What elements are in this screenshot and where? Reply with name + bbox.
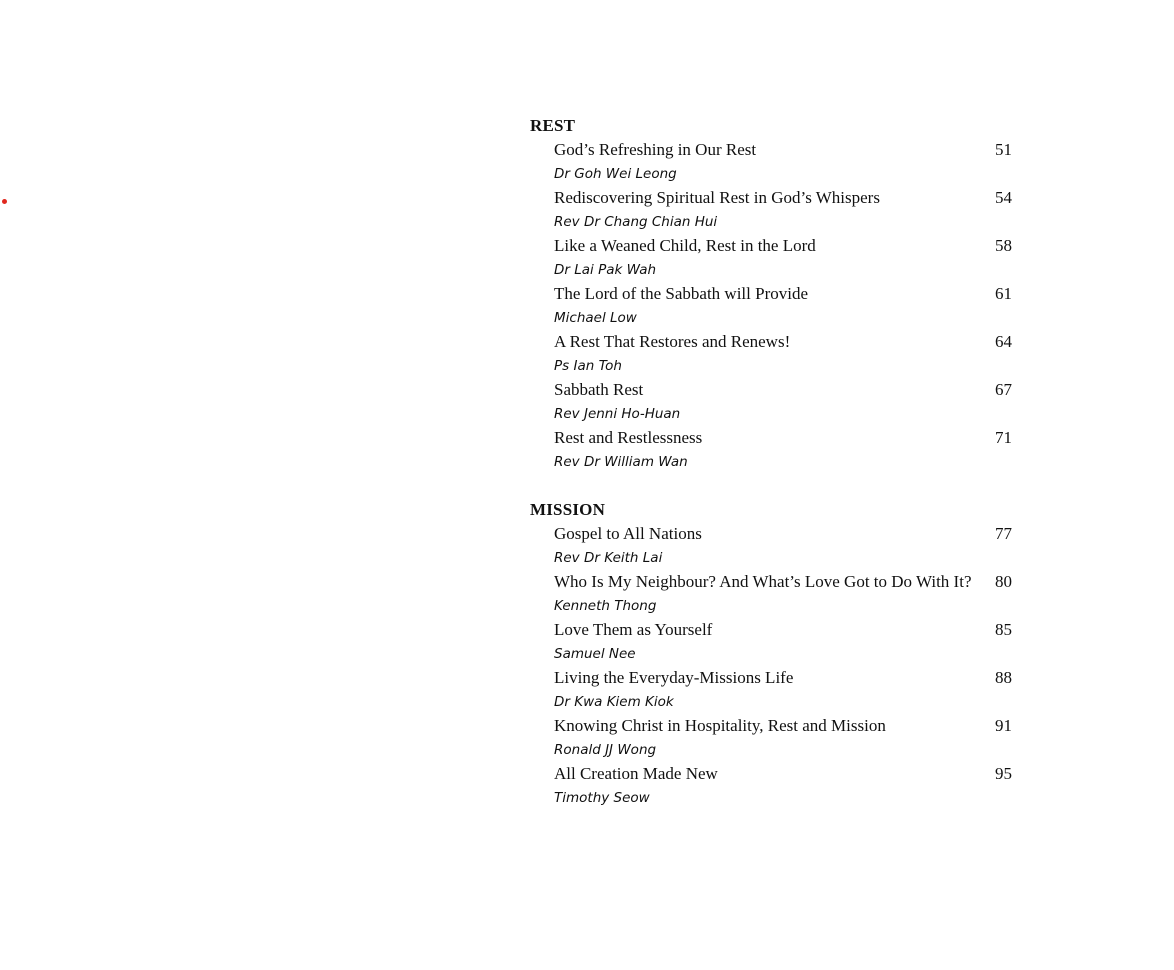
- page-number: 88: [995, 668, 1012, 687]
- section-title: REST: [530, 116, 576, 135]
- toc-entry[interactable]: [554, 762, 1012, 810]
- entry-author: Michael Low: [554, 310, 637, 326]
- toc-entry[interactable]: [554, 666, 1012, 714]
- entry-row: [554, 282, 1012, 306]
- entry-row: [554, 138, 1012, 162]
- toc-entry[interactable]: [554, 618, 1012, 666]
- page-number: 64: [995, 332, 1012, 351]
- entry-author: Kenneth Thong: [554, 598, 657, 614]
- entry-title: All Creation Made New: [554, 764, 718, 783]
- entry-author: Timothy Seow: [554, 790, 650, 806]
- entry-title: The Lord of the Sabbath will Provide: [554, 284, 809, 303]
- entry-row: [554, 330, 1012, 354]
- entry-row: [554, 186, 1012, 210]
- entry-row: [554, 666, 1012, 690]
- entry-title: Love Them as Yourself: [554, 620, 713, 639]
- entry-author: Rev Dr William Wan: [554, 454, 688, 470]
- page-number: 80: [995, 572, 1012, 591]
- entry-row: [554, 522, 1012, 546]
- toc-entry[interactable]: [554, 138, 1012, 186]
- entry-row: [554, 762, 1012, 786]
- toc-entry[interactable]: [554, 282, 1012, 330]
- page-number: 61: [995, 284, 1012, 303]
- toc-entry[interactable]: [554, 330, 1012, 378]
- toc-entry[interactable]: [554, 234, 1012, 282]
- entry-title: Rest and Restlessness: [554, 428, 703, 447]
- entry-author: Dr Goh Wei Leong: [554, 166, 677, 182]
- entry-title: Like a Weaned Child, Rest in the Lord: [554, 236, 816, 255]
- entry-author: Ps Ian Toh: [554, 358, 622, 374]
- toc-entry[interactable]: [554, 570, 1012, 618]
- entry-row: [554, 426, 1012, 450]
- entry-title: Knowing Christ in Hospitality, Rest and Mission: [554, 716, 886, 735]
- page-number: 51: [995, 140, 1012, 159]
- page-number: 58: [995, 236, 1012, 255]
- entry-author: Rev Dr Chang Chian Hui: [554, 214, 718, 230]
- page-number: 95: [995, 764, 1012, 783]
- entry-title: God’s Refreshing in Our Rest: [554, 140, 757, 159]
- page-number: 67: [995, 380, 1012, 399]
- section-title: MISSION: [530, 500, 606, 519]
- toc-entry[interactable]: [554, 378, 1012, 426]
- toc-entry[interactable]: [554, 522, 1012, 570]
- section-rest: [530, 114, 1012, 474]
- entry-author: Samuel Nee: [554, 646, 636, 662]
- red-marker-dot: [2, 199, 7, 204]
- entry-author: Rev Jenni Ho-Huan: [554, 406, 681, 422]
- entry-title: Gospel to All Nations: [554, 524, 702, 543]
- table-of-contents: [530, 114, 1012, 810]
- toc-entry[interactable]: [554, 714, 1012, 762]
- entry-row: [554, 570, 1012, 594]
- toc-entry[interactable]: [554, 426, 1012, 474]
- page-number: 71: [995, 428, 1012, 447]
- entry-author: Ronald JJ Wong: [554, 742, 657, 758]
- entry-row: [554, 234, 1012, 258]
- page-number: 77: [995, 524, 1012, 543]
- page-number: 85: [995, 620, 1012, 639]
- page-number: 54: [995, 188, 1012, 207]
- entry-title: Sabbath Rest: [554, 380, 644, 399]
- entry-title: A Rest That Restores and Renews!: [554, 332, 791, 351]
- entry-row: [554, 618, 1012, 642]
- entry-author: Dr Kwa Kiem Kiok: [554, 694, 674, 710]
- entry-title: Rediscovering Spiritual Rest in God’s Whispers: [554, 188, 880, 207]
- page-number: 91: [995, 716, 1012, 735]
- section-mission: [530, 498, 1012, 810]
- entry-row: [554, 714, 1012, 738]
- entry-author: Dr Lai Pak Wah: [554, 262, 657, 278]
- entry-title: Who Is My Neighbour? And What’s Love Got to Do With It?: [554, 572, 972, 591]
- toc-entry[interactable]: [554, 186, 1012, 234]
- entry-author: Rev Dr Keith Lai: [554, 550, 663, 566]
- entry-row: [554, 378, 1012, 402]
- entry-title: Living the Everyday-Missions Life: [554, 668, 794, 687]
